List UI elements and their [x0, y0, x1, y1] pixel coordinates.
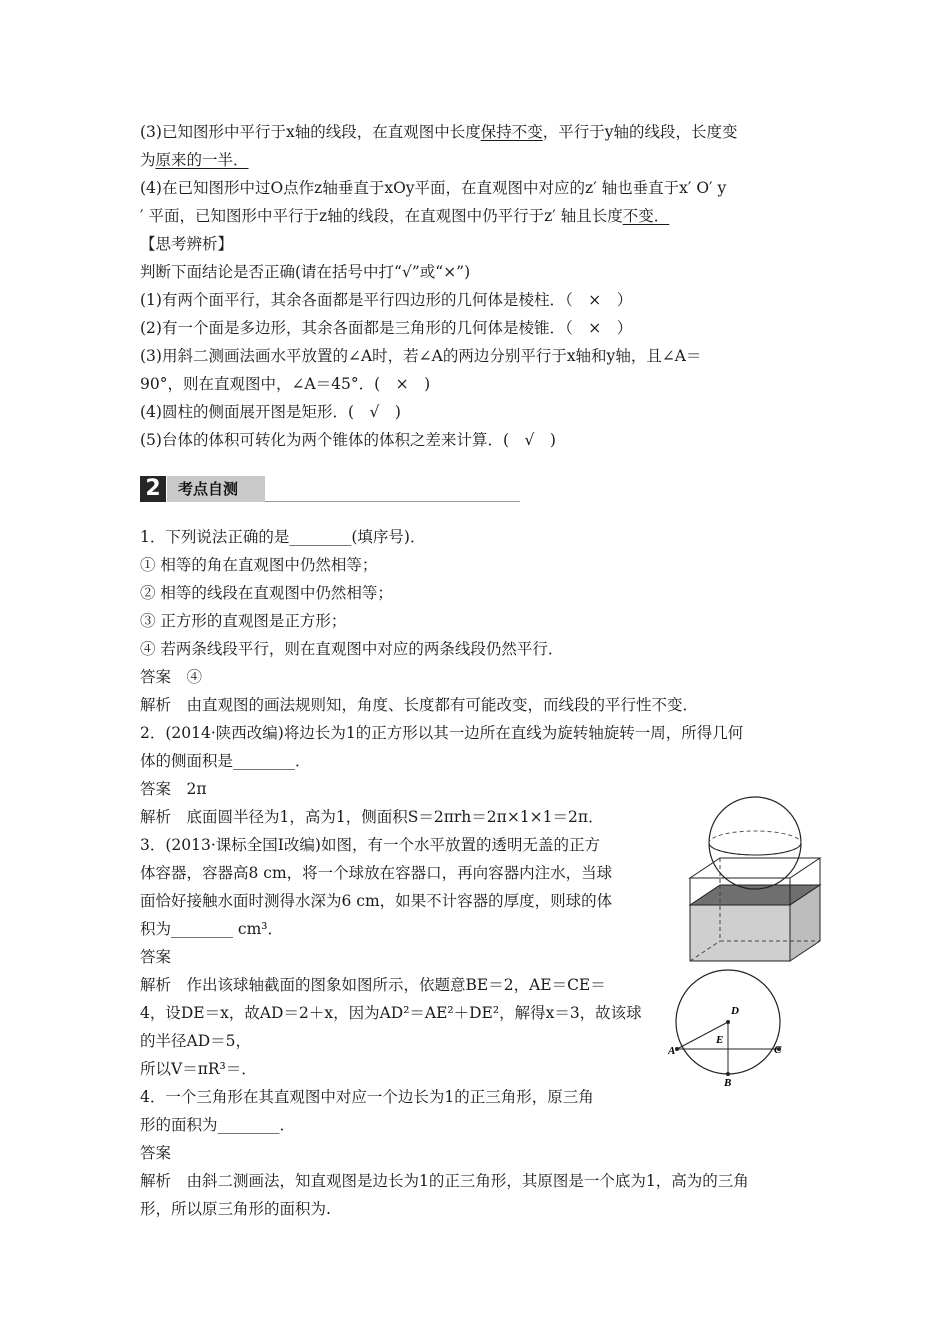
- label-a: A: [668, 1045, 676, 1057]
- question-line: 积为________ cm³．: [140, 920, 284, 938]
- answer-line: 答案: [140, 1144, 172, 1162]
- answer-line: 答案 ④: [140, 668, 203, 686]
- analysis-line: 解析 作出该球轴截面的图象如图所示，依题意BE＝2，AE＝CE＝: [140, 976, 606, 994]
- question-line: 体的侧面积是________．: [140, 752, 311, 770]
- text-line: 判断下面结论是否正确(请在括号中打“√”或“×”): [140, 263, 471, 281]
- text-line: 90°，则在直观图中，∠A＝45°．( × ): [140, 375, 431, 393]
- question-line: 4．一个三角形在其直观图中对应一个边长为1的正三角形，原三角: [140, 1088, 594, 1106]
- analysis-line: 的半径AD＝5，: [140, 1032, 251, 1050]
- section-header: [140, 476, 520, 504]
- question-line: 2．(2014·陕西改编)将边长为1的正方形以其一边所在直线为旋转轴旋转一周，所得几何: [140, 724, 744, 742]
- label-e: E: [716, 1034, 724, 1046]
- question-line: 面恰好接触水面时测得水深为6 cm，如果不计容器的厚度，则球的体: [140, 892, 613, 910]
- text-line: (1)有两个面平行，其余各面都是平行四边形的几何体是棱柱．（ × ）: [140, 291, 633, 309]
- label-b: B: [724, 1077, 732, 1089]
- text-line: (3)已知图形中平行于x轴的线段，在直观图中长度保持不变，平行于y轴的线段，长度变: [140, 123, 738, 141]
- section-rule: [265, 501, 520, 502]
- question-line: 1．下列说法正确的是________(填序号)．: [140, 528, 426, 546]
- text-line: (4)圆柱的侧面展开图是矩形．( √ ): [140, 403, 401, 421]
- section-number: 2: [140, 476, 166, 502]
- sphere-in-cube-figure: [685, 796, 825, 966]
- question-line: 3．(2013·课标全国Ⅰ改编)如图，有一个水平放置的透明无盖的正方: [140, 836, 600, 854]
- question-line: 体容器，容器高8 cm，将一个球放在容器口，再向容器内注水，当球: [140, 864, 613, 882]
- option-line: ① 相等的角在直观图中仍然相等；: [140, 556, 378, 574]
- label-d: D: [731, 1005, 739, 1017]
- analysis-line: 解析 由斜二测画法，知直观图是边长为1的正三角形，其原图是一个底为1，高为的三角: [140, 1172, 749, 1190]
- analysis-line: 形，所以原三角形的面积为.: [140, 1200, 331, 1218]
- text-line: (3)用斜二测画法画水平放置的∠A时，若∠A的两边分别平行于x轴和y轴，且∠A＝: [140, 347, 702, 365]
- option-line: ③ 正方形的直观图是正方形；: [140, 612, 347, 630]
- analysis-line: 解析 由直观图的画法规则知，角度、长度都有可能改变，而线段的平行性不变．: [140, 696, 699, 714]
- text-line: (4)在已知图形中过O点作z轴垂直于xOy平面，在直观图中对应的z′ 轴也垂直于x′ O′ y: [140, 179, 727, 197]
- text-line: (2)有一个面是多边形，其余各面都是三角形的几何体是棱锥．（ × ）: [140, 319, 633, 337]
- question-line: 形的面积为________．: [140, 1116, 296, 1134]
- option-line: ④ 若两条线段平行，则在直观图中对应的两条线段仍然平行．: [140, 640, 564, 658]
- section-heading-thinking: 【思考辨析】: [140, 235, 234, 253]
- answer-line: 答案: [140, 948, 172, 966]
- analysis-line: 解析 底面圆半径为1，高为1，侧面积S＝2πrh＝2π×1×1＝2π．: [140, 808, 604, 826]
- label-c: C: [774, 1044, 782, 1056]
- section-title: 考点自测: [178, 480, 239, 498]
- text-line: 为原来的一半．: [140, 151, 249, 169]
- analysis-line: 4，设DE＝x，故AD＝2＋x，因为AD²＝AE²＋DE²，解得x＝3，故该球: [140, 1004, 642, 1022]
- circle-cross-section-figure: [668, 967, 788, 1089]
- text-line: ′ 平面，已知图形中平行于z轴的线段，在直观图中仍平行于z′ 轴且长度不变．: [140, 207, 670, 225]
- answer-line: 答案 2π: [140, 780, 207, 798]
- analysis-line: 所以V＝πR³＝．: [140, 1060, 257, 1078]
- text-line: (5)台体的体积可转化为两个锥体的体积之差来计算．( √ ): [140, 431, 556, 449]
- option-line: ② 相等的线段在直观图中仍然相等；: [140, 584, 393, 602]
